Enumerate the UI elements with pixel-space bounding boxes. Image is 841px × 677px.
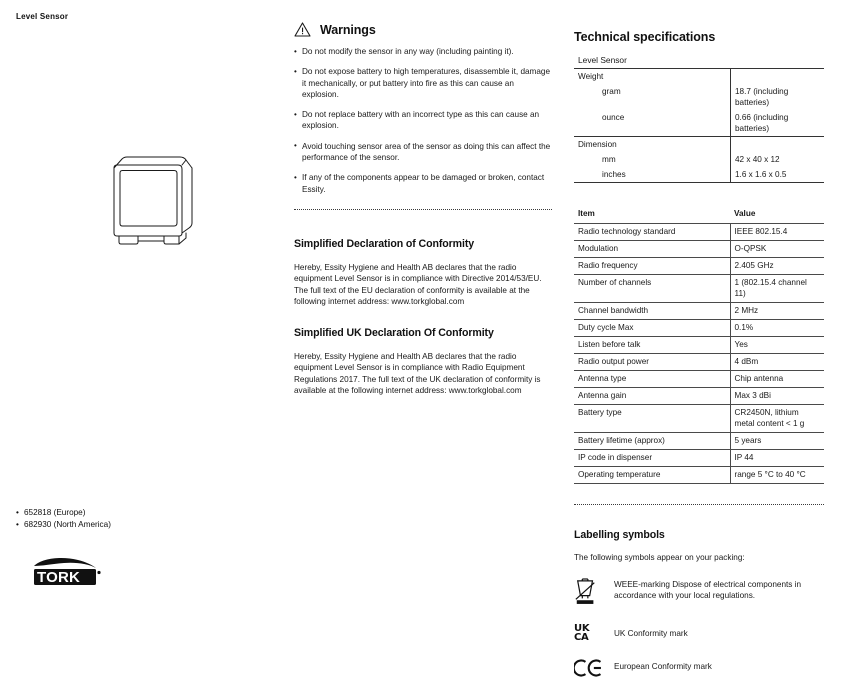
table-row	[574, 370, 824, 387]
warnings-title: Warnings	[320, 22, 376, 37]
table-row	[574, 152, 824, 167]
spec-key: Antenna gain	[574, 387, 730, 404]
symbol-row-weee	[574, 576, 824, 606]
table-row	[574, 353, 824, 370]
eu-declaration-body: Hereby, Essity Hygiene and Health AB declares that the radio equipment Level Sensor is in compliance with Directive 2014/53/EU. The full text of the EU declaration of conformity is available at the following internet address: www.torkglobal.com	[294, 262, 542, 306]
section-divider	[574, 504, 824, 505]
table-row	[574, 110, 824, 137]
spec-key: Duty cycle Max	[574, 319, 730, 336]
list-item	[16, 519, 111, 531]
spec-key: Radio technology standard	[574, 223, 730, 240]
warning-triangle-icon	[294, 22, 311, 37]
level-sensor-illustration	[86, 137, 216, 257]
middle-column	[294, 22, 552, 396]
weight-gram-value: 18.7 (including batteries)	[731, 84, 825, 110]
spec-value: Chip antenna	[730, 370, 824, 387]
table-header-row	[574, 205, 824, 223]
table-row	[574, 137, 824, 153]
spec-value: range 5 °C to 40 °C	[730, 466, 824, 483]
table-row	[574, 257, 824, 274]
section-divider	[294, 209, 552, 210]
table-row	[574, 404, 824, 432]
spec-key: Listen before talk	[574, 336, 730, 353]
spec-value: O-QPSK	[730, 240, 824, 257]
weight-ounce-value: 0.66 (including batteries)	[731, 110, 825, 137]
ukca-line-1: UK	[574, 622, 590, 634]
weight-unit-ounce: ounce	[602, 113, 625, 122]
bullet-icon: •	[16, 519, 19, 529]
bullet-icon: •	[16, 508, 19, 517]
symbol-row-ukca	[574, 624, 824, 643]
labelling-symbols-section	[574, 529, 824, 677]
list-item: • Do not replace battery with an incorrect type as this can cause an explosion.	[294, 109, 552, 132]
spec-key: IP code in dispenser	[574, 449, 730, 466]
spec-value: Yes	[730, 336, 824, 353]
eu-declaration-section	[294, 238, 552, 307]
symbol-text-ce: European Conformity mark	[614, 661, 712, 671]
warnings-list	[294, 46, 552, 195]
spec-value: IP 44	[730, 449, 824, 466]
symbol-row-ce	[574, 659, 824, 677]
dimension-label: Dimension	[574, 137, 731, 153]
eu-declaration-heading: Simplified Declaration of Conformity	[294, 237, 475, 250]
spec-key: Operating temperature	[574, 466, 730, 483]
list-item: • If any of the components appear to be damaged or broken, contact Essity.	[294, 172, 552, 195]
spec-value: 4 dBm	[730, 353, 824, 370]
spec-key: Radio frequency	[574, 257, 730, 274]
table-row	[574, 84, 824, 110]
symbol-text-weee: WEEE-marking Dispose of electrical components in accordance with your local regulations.	[614, 579, 802, 600]
dimension-mm-value: 42 x 40 x 12	[731, 152, 825, 167]
spec-key: Antenna type	[574, 370, 730, 387]
uk-declaration-body: Hereby, Essity Hygiene and Health AB declares that the radio equipment Level Sensor is in compliance with Radio Equipment Regulations 2017. The full text of the UK declaration of conformity is available at the following internet address: www.torkglobal.com	[294, 352, 541, 396]
spec-key: Number of channels	[574, 274, 730, 302]
spec-value: 2 MHz	[730, 302, 824, 319]
left-column	[16, 12, 274, 587]
ukca-line-2: CA	[574, 632, 589, 643]
spec-key: Battery type	[574, 404, 730, 432]
weight-value-spacer	[731, 69, 825, 85]
ce-mark-icon	[574, 659, 614, 677]
spec-key: Battery lifetime (approx)	[574, 432, 730, 449]
weight-label: Weight	[578, 72, 604, 81]
page-title: Level Sensor	[16, 12, 69, 21]
spec-value: 0.1%	[730, 319, 824, 336]
spec-value: CR2450N, lithium metal content < 1 g	[730, 404, 824, 432]
list-item: • Avoid touching sensor area of the sensor as doing this can affect the performance of the sensor.	[294, 141, 552, 164]
dimension-unit-mm: mm	[602, 155, 616, 164]
product-codes-list	[16, 507, 111, 530]
spec-value: IEEE 802.15.4	[730, 223, 824, 240]
dimension-inches-value: 1.6 x 1.6 x 0.5	[731, 167, 825, 183]
dimension-unit-inches: inches	[602, 170, 626, 179]
table-row	[574, 240, 824, 257]
spec-key: Modulation	[574, 240, 730, 257]
column-header-value: Value	[734, 208, 756, 218]
spec-key: Radio output power	[574, 353, 730, 370]
table-row	[574, 466, 824, 483]
spec-value: Max 3 dBi	[730, 387, 824, 404]
table-row	[574, 167, 824, 183]
table-row	[574, 449, 824, 466]
list-item: • Do not modify the sensor in any way (including painting it).	[294, 46, 552, 57]
tork-logo	[32, 557, 106, 589]
table-row	[574, 69, 824, 85]
specifications-table	[574, 205, 824, 484]
product-code-eu: 652818 (Europe)	[24, 508, 86, 517]
warnings-heading-row	[294, 22, 552, 37]
technical-specifications-heading: Technical specifications	[574, 30, 716, 44]
uk-declaration-heading: Simplified UK Declaration Of Conformity	[294, 327, 494, 340]
weight-dimension-table	[574, 68, 824, 183]
spec-value: 1 (802.15.4 channel 11)	[730, 274, 824, 302]
labelling-symbols-heading: Labelling symbols	[574, 528, 665, 541]
table-row	[574, 302, 824, 319]
table-row	[574, 319, 824, 336]
table-row	[574, 336, 824, 353]
table-row	[574, 432, 824, 449]
column-header-item: Item	[578, 208, 595, 218]
labelling-symbols-intro: The following symbols appear on your packing:	[574, 552, 745, 562]
dimension-value-spacer	[731, 137, 825, 153]
product-code-na: 682930 (North America)	[24, 519, 111, 529]
right-column	[574, 30, 824, 677]
spec-key: Channel bandwidth	[574, 302, 730, 319]
technical-specifications-subheading: Level Sensor	[578, 55, 627, 65]
spec-value: 2.405 GHz	[730, 257, 824, 274]
weee-crossed-out-wheelie-bin-icon	[574, 576, 614, 606]
uk-declaration-section	[294, 327, 552, 396]
specifications-table-body	[574, 223, 824, 483]
list-item	[16, 507, 111, 519]
symbol-text-ukca: UK Conformity mark	[614, 628, 688, 638]
table-row	[574, 387, 824, 404]
svg-text:TORK: TORK	[37, 569, 81, 587]
ukca-mark-icon	[574, 624, 614, 643]
spec-value: 5 years	[730, 432, 824, 449]
weight-unit-gram: gram	[602, 87, 621, 96]
table-row	[574, 223, 824, 240]
table-row	[574, 274, 824, 302]
list-item: • Do not expose battery to high temperatures, disassemble it, damage it mechanically, or put battery into fire as this can cause an explosion.	[294, 66, 552, 100]
